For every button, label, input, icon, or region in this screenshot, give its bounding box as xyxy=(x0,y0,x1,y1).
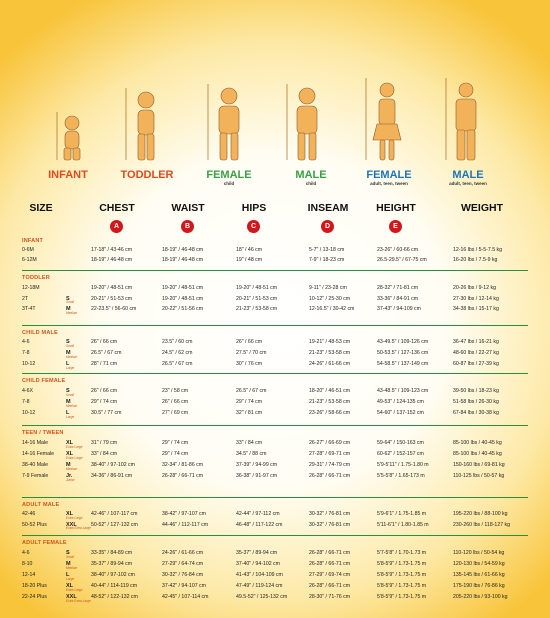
cell-chest: 18-19" / 46-48 cm xyxy=(91,256,133,263)
badge-b: B xyxy=(181,220,194,233)
cell-waist: 42-45" / 107-114 cm xyxy=(162,594,209,600)
cell-code-label: Small xyxy=(66,392,74,397)
cell-inseam: 21-23" / 53-58 cm xyxy=(309,399,351,405)
cell-weight: 175-190 lbs / 76-86 kg xyxy=(453,583,505,589)
group-title: CHILD FEMALE xyxy=(22,378,66,384)
cell-inseam: 21-23" / 53-58 cm xyxy=(309,350,351,356)
table-row xyxy=(0,451,550,460)
category-label-child-female: FEMALE child xyxy=(206,169,252,186)
cell-waist: 19-20" / 48-51 cm xyxy=(162,295,204,302)
column-headers xyxy=(0,202,550,242)
cell-size: 14-16 Female xyxy=(22,451,55,457)
cell-hips: 18" / 46 cm xyxy=(236,247,263,253)
cell-size: 7-8 xyxy=(22,350,30,356)
cell-hips: 21-23" / 53-58 cm xyxy=(236,306,278,312)
cell-code-label: Extra Large xyxy=(66,587,83,592)
cell-height: 5'11-6'1" / 1.80-1.85 m xyxy=(377,521,429,528)
cell-height: 59-64" / 150-163 cm xyxy=(377,440,424,446)
cell-height: 60-62" / 152-157 cm xyxy=(377,451,424,457)
cell-chest: 35-37" / 89-94 cm xyxy=(91,561,133,567)
cell-height: 5'8-5'9" / 1.73-1.75 m xyxy=(377,572,427,578)
cell-inseam: 26-28" / 66-71 cm xyxy=(309,583,351,589)
cell-inseam: 26-28" / 66-71 cm xyxy=(309,473,351,479)
col-height: HEIGHT xyxy=(376,202,416,214)
cell-size: 8-10 xyxy=(22,561,33,567)
cell-size: 42-46 xyxy=(22,511,36,517)
col-waist: WAIST xyxy=(171,202,205,214)
cell-chest: 33" / 84 cm xyxy=(91,451,118,457)
cell-code-label: Extra Extra Large xyxy=(66,526,91,530)
col-inseam: INSEAM xyxy=(307,202,349,214)
cell-size: 10-12 xyxy=(22,410,36,416)
cell-waist: 32-34" / 81-86 cm xyxy=(162,462,204,468)
cell-weight: 230-260 lbs / 118-127 kg xyxy=(453,521,511,528)
cell-size: 7-9 Female xyxy=(22,473,49,479)
cell-height: 33-36" / 84-91 cm xyxy=(377,295,419,302)
cell-size: 4-6 xyxy=(22,339,30,345)
cell-chest: 30.5" / 77 cm xyxy=(91,410,122,416)
cell-hips: 19-20" / 48-51 cm xyxy=(236,285,278,291)
group-divider xyxy=(22,535,528,536)
table-row xyxy=(0,511,550,520)
cell-code: S xyxy=(66,550,70,556)
cell-hips: 37-39" / 94-99 cm xyxy=(236,462,278,468)
col-weight: WEIGHT xyxy=(461,202,503,214)
badge-d: D xyxy=(321,220,334,233)
cell-waist: 19-20" / 48-51 cm xyxy=(162,285,204,291)
cell-hips: 42-44" / 97-112 cm xyxy=(236,511,280,517)
cell-code: XL xyxy=(66,440,74,446)
cell-code-label: Small xyxy=(66,343,74,348)
cell-inseam: 26-27" / 66-69 cm xyxy=(309,440,351,446)
cell-code: L xyxy=(66,361,70,367)
cell-waist: 20-22" / 51-56 cm xyxy=(162,306,204,312)
cell-waist: 38-42" / 97-107 cm xyxy=(162,511,206,517)
cell-height: 5'9-5'11" / 1.75-1.80 m xyxy=(377,462,429,468)
cell-inseam: 9-11" / 23-28 cm xyxy=(309,285,347,291)
adult-female-figure-icon xyxy=(373,83,401,160)
group-divider xyxy=(22,373,528,374)
group-divider xyxy=(22,497,528,498)
cell-inseam: 24-26" / 61-66 cm xyxy=(309,361,351,367)
cell-size: 12-14 xyxy=(22,572,36,578)
cell-size: 2T xyxy=(22,295,29,302)
cell-inseam: 30-32" / 76-81 cm xyxy=(309,511,351,517)
cell-inseam: 7-9" / 18-23 cm xyxy=(309,256,345,263)
cell-code: Jr. xyxy=(66,473,73,479)
cell-inseam: 30-32" / 76-81 cm xyxy=(309,521,351,528)
cell-chest: 19-20" / 48-51 cm xyxy=(91,285,133,291)
cell-code-label: Medium xyxy=(66,310,78,315)
cell-hips: 26.5" / 67 cm xyxy=(236,388,267,394)
cell-code-label: Medium xyxy=(66,403,78,408)
table-row xyxy=(0,257,550,266)
cell-code: L xyxy=(66,410,70,416)
child-male-figure-icon xyxy=(297,88,317,160)
cell-height: 5'9-6'1" / 1.75-1.85 m xyxy=(377,511,427,517)
cell-weight: 110-120 lbs / 50-54 kg xyxy=(453,550,505,556)
group-title: ADULT MALE xyxy=(22,502,60,508)
table-row xyxy=(0,296,550,305)
badge-e: E xyxy=(389,220,402,233)
cell-hips: 49.5-52" / 125-132 cm xyxy=(236,594,288,600)
cell-inseam: 26-28" / 66-71 cm xyxy=(309,561,351,567)
cell-chest: 40-44" / 114-119 cm xyxy=(91,583,138,589)
cell-weight: 39-50 lbs / 18-23 kg xyxy=(453,388,499,394)
cell-weight: 85-100 lbs / 40-45 kg xyxy=(453,440,502,446)
cell-weight: 16-20 lbs / 7.5-9 kg xyxy=(453,256,498,263)
cell-chest: 26" / 66 cm xyxy=(91,339,118,345)
table-row xyxy=(0,522,550,531)
cell-inseam: 27-28" / 69-71 cm xyxy=(309,451,351,457)
group-title: CHILD MALE xyxy=(22,330,58,336)
cell-hips: 32" / 81 cm xyxy=(236,410,263,416)
child-female-figure-icon xyxy=(219,88,239,160)
cell-size: 10-12 xyxy=(22,361,36,367)
cell-waist: 26.5" / 67 cm xyxy=(162,361,193,367)
cell-chest: 34-36" / 86-91 cm xyxy=(91,473,133,479)
body-figures-section xyxy=(0,0,550,200)
cell-height: 26.5-29.5" / 67-75 cm xyxy=(377,256,427,263)
cell-waist: 23.5" / 60 cm xyxy=(162,339,193,345)
cell-weight: 67-84 lbs / 30-38 kg xyxy=(453,410,499,416)
cell-chest: 38-40" / 97-102 cm xyxy=(91,462,135,468)
cell-hips: 41-43" / 104-109 cm xyxy=(236,572,283,578)
col-hips: HIPS xyxy=(241,202,267,214)
cell-hips: 29" / 74 cm xyxy=(236,399,263,405)
cell-inseam: 5-7" / 13-18 cm xyxy=(309,247,345,253)
group-divider xyxy=(22,270,528,271)
cell-weight: 195-220 lbs / 88-100 kg xyxy=(453,511,508,517)
infant-figure-icon xyxy=(64,116,80,160)
cell-chest: 38-40" / 97-102 cm xyxy=(91,572,135,578)
cell-size: 3T-4T xyxy=(22,306,36,312)
cell-waist: 29" / 74 cm xyxy=(162,451,189,457)
cell-code-label: Small xyxy=(66,300,74,304)
cell-code-label: Medium xyxy=(66,466,78,471)
cell-height: 5'8-5'9" / 1.73-1.75 m xyxy=(377,583,427,589)
cell-code: M xyxy=(66,306,71,312)
cell-waist: 24-26" / 61-66 cm xyxy=(162,550,204,556)
cell-height: 28-32" / 71-81 cm xyxy=(377,285,419,291)
cell-height: 5'8-5'9" / 1.73-1.75 m xyxy=(377,561,427,567)
cell-size: 12-18M xyxy=(22,285,40,291)
table-row xyxy=(0,594,550,603)
cell-inseam: 29-31" / 74-79 cm xyxy=(309,462,351,468)
cell-hips: 47-49" / 119-124 cm xyxy=(236,583,283,589)
cell-size: 7-8 xyxy=(22,399,30,405)
group-title: INFANT xyxy=(22,238,44,244)
cell-size: 38-40 Male xyxy=(22,462,48,468)
category-label-infant: INFANT xyxy=(48,169,88,181)
table-row xyxy=(0,550,550,559)
cell-inseam: 27-29" / 69-74 cm xyxy=(309,572,351,578)
category-label-adult-male: MALE adult, teen, tween xyxy=(449,169,487,186)
cell-hips: 30" / 76 cm xyxy=(236,361,263,367)
cell-hips: 27.5" / 70 cm xyxy=(236,350,267,356)
cell-size: 6-12M xyxy=(22,256,37,263)
table-row xyxy=(0,285,550,294)
cell-inseam: 26-28" / 66-71 cm xyxy=(309,550,351,556)
table-row xyxy=(0,306,550,315)
cell-weight: 135-145 lbs / 61-66 kg xyxy=(453,572,505,578)
cell-inseam: 10-12" / 25-30 cm xyxy=(309,295,351,302)
group-title: ADULT FEMALE xyxy=(22,540,67,546)
cell-size: 4-6X xyxy=(22,388,33,394)
cell-chest: 17-18" / 43-46 cm xyxy=(91,247,133,253)
cell-code: S xyxy=(66,295,70,302)
cell-weight: 110-125 lbs / 50-57 kg xyxy=(453,473,505,479)
cell-code-label: Extra Large xyxy=(66,444,83,449)
cell-height: 54-60" / 137-152 cm xyxy=(377,410,424,416)
cell-weight: 51-58 lbs / 26-30 kg xyxy=(453,399,499,405)
cell-height: 43-49.5" / 109-126 cm xyxy=(377,339,429,345)
cell-weight: 34-38 lbs / 15-17 kg xyxy=(453,306,499,312)
cell-waist: 30-32" / 76-84 cm xyxy=(162,572,204,578)
cell-waist: 29" / 74 cm xyxy=(162,440,189,446)
cell-chest: 48-52" / 122-132 cm xyxy=(91,594,138,600)
cell-waist: 37-42" / 94-107 cm xyxy=(162,583,206,589)
cell-code-label: Large xyxy=(66,576,75,581)
cell-hips: 35-37" / 89-94 cm xyxy=(236,550,278,556)
cell-chest: 50-52" / 127-132 cm xyxy=(91,521,138,528)
cell-code: M xyxy=(66,462,71,468)
cell-hips: 34.5" / 88 cm xyxy=(236,451,267,457)
col-size: SIZE xyxy=(29,202,53,214)
cell-height: 23-26" / 60-66 cm xyxy=(377,247,419,253)
cell-weight: 60-87 lbs / 27-39 kg xyxy=(453,361,499,367)
cell-height: 43-48.5" / 109-123 cm xyxy=(377,388,429,394)
table-row xyxy=(0,572,550,581)
table-row xyxy=(0,339,550,348)
table-row xyxy=(0,473,550,482)
cell-waist: 44-46" / 112-117 cm xyxy=(162,521,209,528)
cell-chest: 22-23.5" / 56-60 cm xyxy=(91,306,137,312)
cell-code-label: Medium xyxy=(66,354,78,359)
cell-code: L xyxy=(66,572,70,578)
group-title: TEEN / TWEEN xyxy=(22,430,64,436)
category-label-child-male: MALE child xyxy=(295,169,327,186)
cell-hips: 33" / 84 cm xyxy=(236,440,263,446)
cell-weight: 205-220 lbs / 93-100 kg xyxy=(453,594,508,600)
cell-hips: 26" / 66 cm xyxy=(236,339,263,345)
cell-height: 5'8-5'9" / 1.73-1.75 m xyxy=(377,594,427,600)
cell-waist: 27-29" / 64-74 cm xyxy=(162,561,204,567)
group-divider xyxy=(22,425,528,426)
body-figures xyxy=(0,0,550,170)
cell-weight: 48-60 lbs / 22-27 kg xyxy=(453,350,499,356)
table-row xyxy=(0,247,550,256)
table-row xyxy=(0,410,550,419)
cell-weight: 150-160 lbs / 69-81 kg xyxy=(453,462,505,468)
cell-hips: 36-38" / 91-97 cm xyxy=(236,473,278,479)
cell-code: XL xyxy=(66,451,74,457)
cell-hips: 46-48" / 117-122 cm xyxy=(236,521,283,528)
cell-waist: 18-19" / 46-48 cm xyxy=(162,247,204,253)
cell-height: 49-53" / 124-135 cm xyxy=(377,399,424,405)
cell-size: 22-24 Plus xyxy=(22,594,47,600)
cell-size: 50-52 Plus xyxy=(22,521,47,528)
cell-weight: 85-100 lbs / 40-45 kg xyxy=(453,451,502,457)
cell-code: S xyxy=(66,339,70,345)
cell-weight: 27-30 lbs / 12-14 kg xyxy=(453,295,499,302)
adult-male-figure-icon xyxy=(456,83,476,160)
cell-inseam: 18-20" / 46-51 cm xyxy=(309,388,351,394)
cell-weight: 20-26 lbs / 9-12 kg xyxy=(453,285,496,291)
cell-size: 18-20 Plus xyxy=(22,583,47,589)
cell-weight: 120-130 lbs / 54-59 kg xyxy=(453,561,505,567)
cell-code: S xyxy=(66,388,70,394)
cell-chest: 31" / 79 cm xyxy=(91,440,118,446)
cell-code: XL xyxy=(66,511,74,517)
cell-code: M xyxy=(66,350,71,356)
cell-weight: 12-16 lbs / 5-5-7.5 kg xyxy=(453,247,503,253)
table-row xyxy=(0,462,550,471)
cell-code: XXL xyxy=(66,521,77,528)
cell-chest: 42-46" / 107-117 cm xyxy=(91,511,138,517)
cell-waist: 26-28" / 66-71 cm xyxy=(162,473,204,479)
table-row xyxy=(0,361,550,370)
cell-inseam: 19-21" / 48-53 cm xyxy=(309,339,351,345)
cell-chest: 33-35" / 84-89 cm xyxy=(91,550,133,556)
cell-waist: 18-19" / 46-48 cm xyxy=(162,256,204,263)
cell-size: 14-16 Male xyxy=(22,440,48,446)
cell-weight: 36-47 lbs / 16-21 kg xyxy=(453,339,499,345)
cell-chest: 28" / 71 cm xyxy=(91,361,118,367)
cell-code-label: Junior xyxy=(66,477,75,482)
category-label-adult-female: FEMALE adult, teen, tween xyxy=(366,169,412,186)
cell-waist: 27" / 69 cm xyxy=(162,410,189,416)
table-row xyxy=(0,399,550,408)
cell-waist: 26" / 66 cm xyxy=(162,399,189,405)
cell-code: XXL xyxy=(66,594,77,600)
cell-height: 5'5-5'8" / 1.65-173 m xyxy=(377,473,425,479)
cell-size: 0-6M xyxy=(22,247,34,253)
cell-height: 54-58.5" / 137-149 cm xyxy=(377,361,429,367)
cell-hips: 19" / 48 cm xyxy=(236,256,263,263)
cell-code-label: Large xyxy=(66,414,75,419)
cell-code-label: Medium xyxy=(66,565,78,570)
table-row xyxy=(0,561,550,570)
cell-height: 50-53.5" / 127-136 cm xyxy=(377,350,429,356)
cell-inseam: 28-30" / 71-76 cm xyxy=(309,594,351,600)
cell-code-label: Large xyxy=(66,365,75,370)
toddler-figure-icon xyxy=(138,92,154,160)
table-row xyxy=(0,440,550,449)
badge-c: C xyxy=(247,220,260,233)
cell-waist: 24.5" / 62 cm xyxy=(162,350,193,356)
table-row xyxy=(0,583,550,592)
cell-chest: 26.5" / 67 cm xyxy=(91,350,122,356)
cell-waist: 23" / 58 cm xyxy=(162,388,189,394)
cell-inseam: 12-16.5" / 30-42 cm xyxy=(309,306,355,312)
category-label-toddler: TODDLER xyxy=(120,169,174,181)
group-title: TODDLER xyxy=(22,275,50,281)
cell-code-label: Extra Large xyxy=(66,515,83,520)
table-row xyxy=(0,350,550,359)
cell-code: M xyxy=(66,399,71,405)
badge-a: A xyxy=(110,220,123,233)
cell-size: 4-6 xyxy=(22,550,30,556)
cell-height: 37-43" / 94-109 cm xyxy=(377,306,421,312)
cell-code-label: Extra Large xyxy=(66,455,83,460)
cell-code: M xyxy=(66,561,71,567)
col-chest: CHEST xyxy=(99,202,135,214)
cell-inseam: 23-26" / 58-66 cm xyxy=(309,410,351,416)
group-divider xyxy=(22,325,528,326)
cell-code: XL xyxy=(66,583,74,589)
cell-height: 5'7-5'8" / 1.70-1.73 m xyxy=(377,550,427,556)
cell-hips: 37-40" / 94-102 cm xyxy=(236,561,280,567)
table-row xyxy=(0,388,550,397)
cell-code-label: Small xyxy=(66,554,74,559)
cell-chest: 29" / 74 cm xyxy=(91,399,118,405)
cell-chest: 26" / 66 cm xyxy=(91,388,118,394)
cell-hips: 20-21" / 51-53 cm xyxy=(236,295,278,302)
cell-chest: 20-21" / 51-53 cm xyxy=(91,295,133,302)
cell-code-label: Extra Extra Large xyxy=(66,598,91,603)
